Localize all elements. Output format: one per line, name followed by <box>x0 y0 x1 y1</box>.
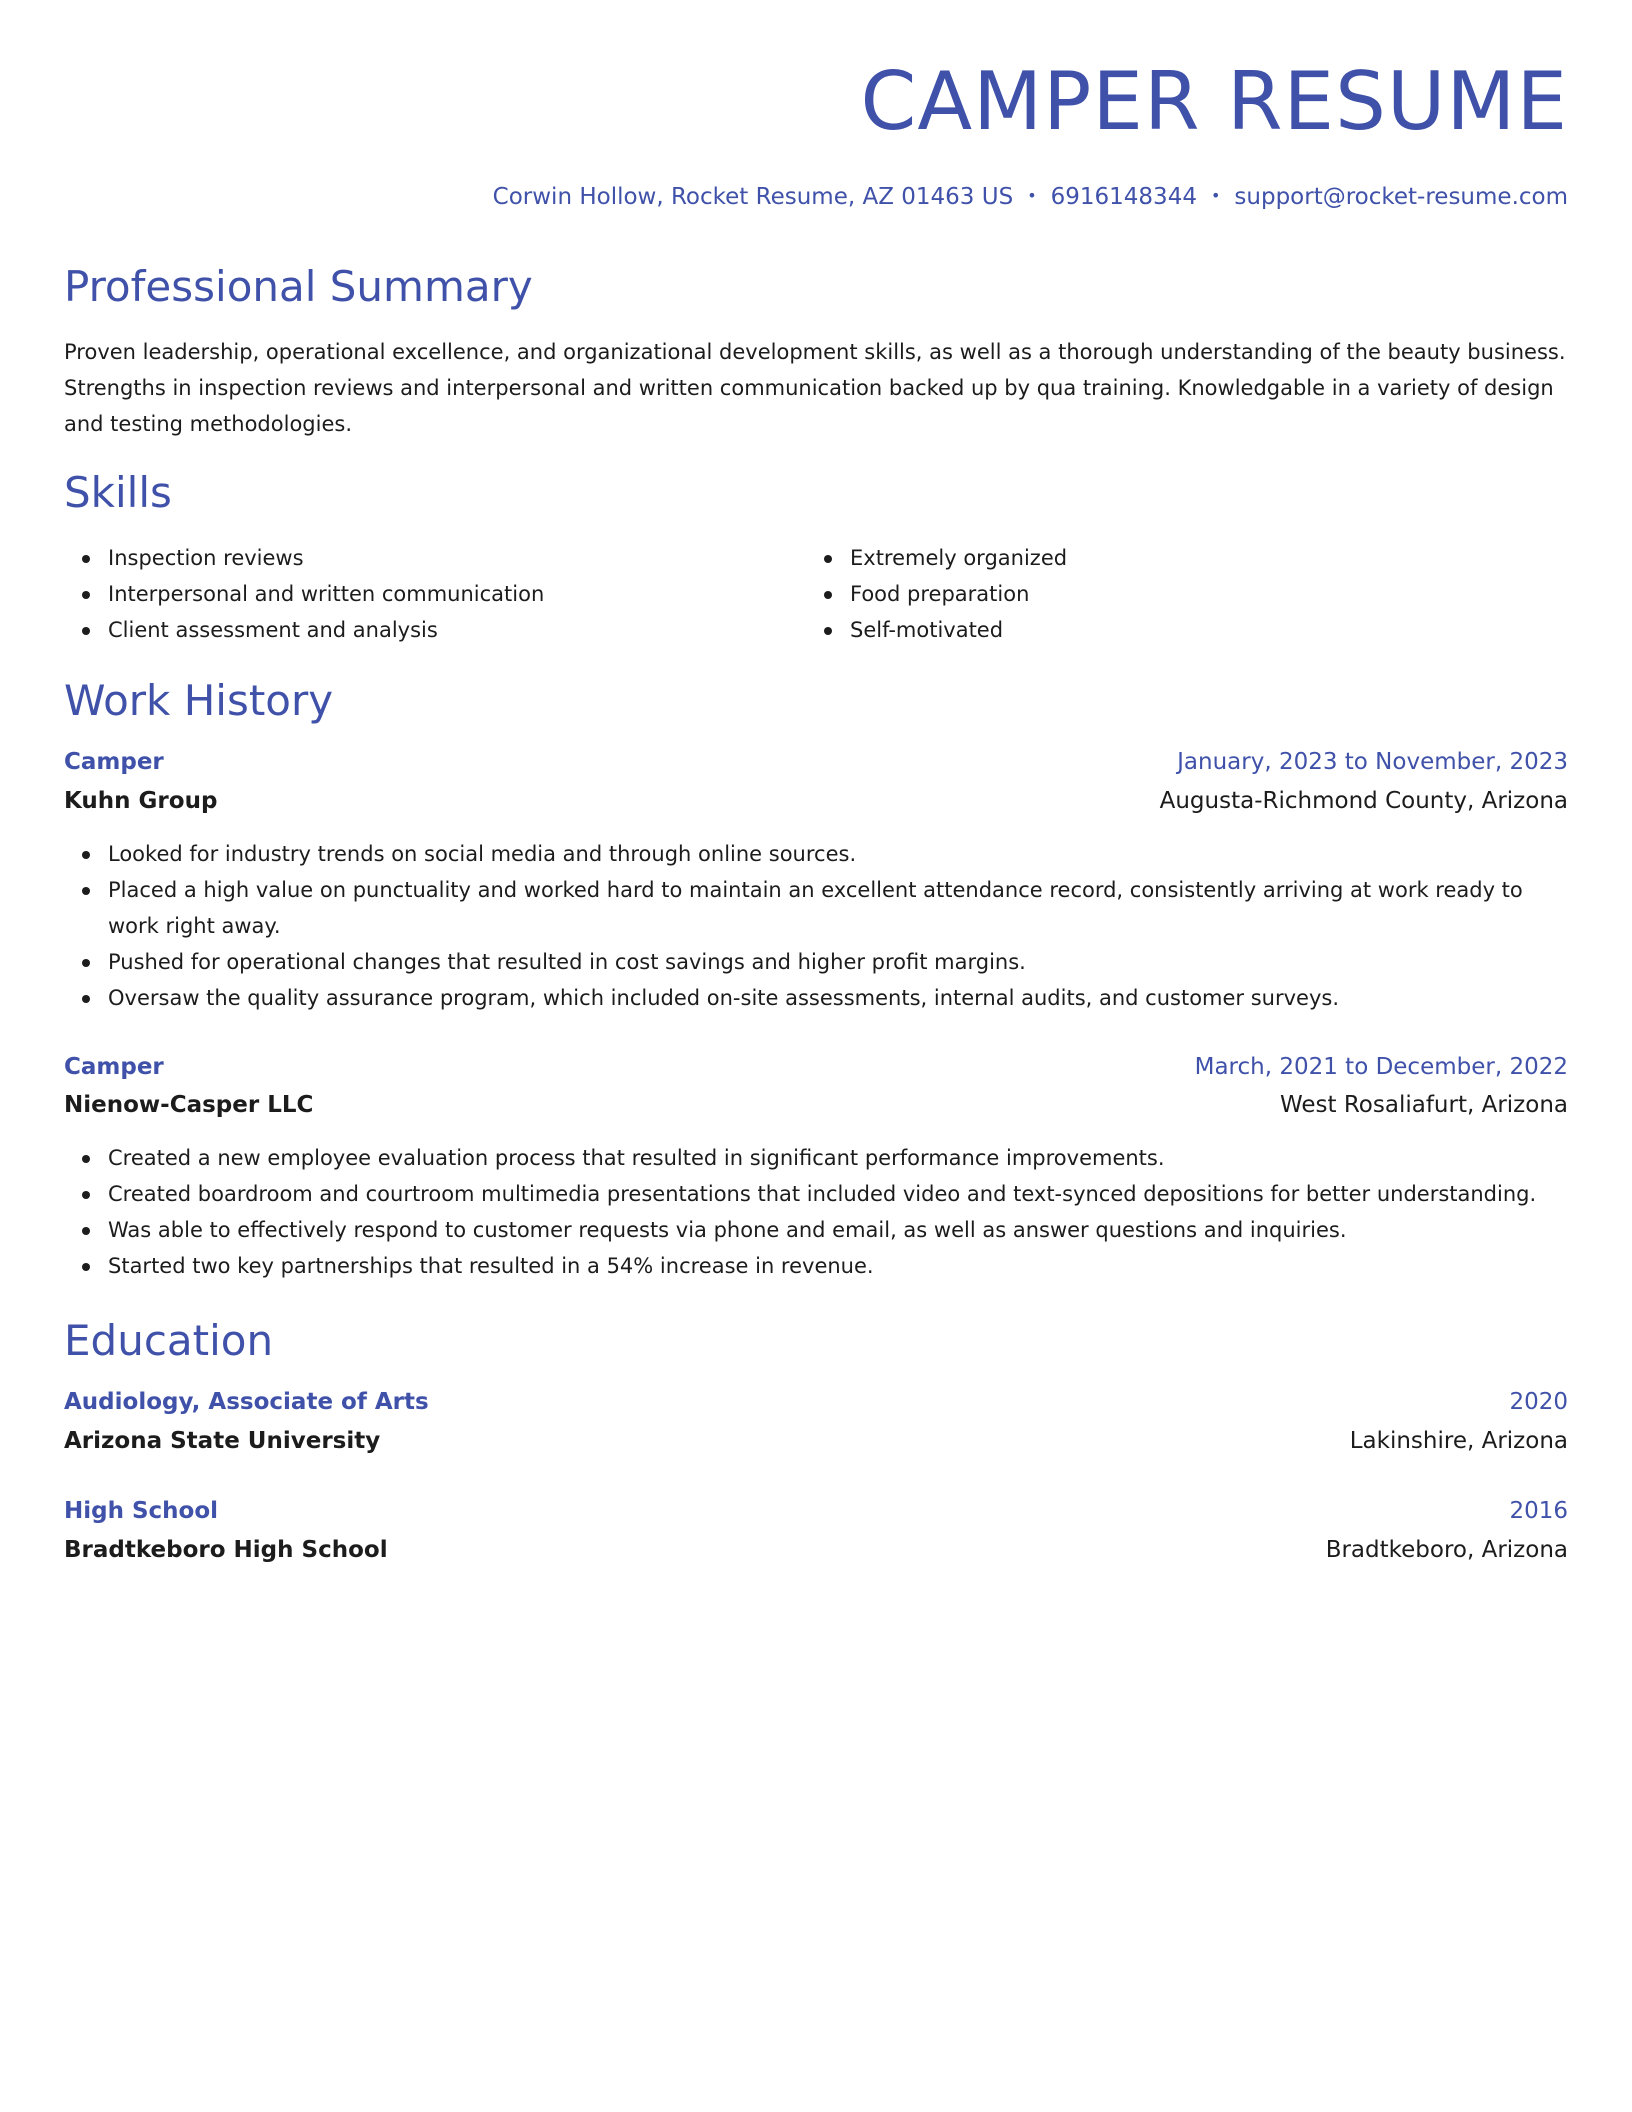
education-school-row <box>64 1424 1568 1458</box>
job-location: Augusta-Richmond County, Arizona <box>1159 788 1568 814</box>
job-dates: March, 2021 to December, 2022 <box>1194 1054 1568 1080</box>
education-location: Bradtkeboro, Arizona <box>1325 1537 1568 1563</box>
section-title-summary: Professional Summary <box>64 262 533 311</box>
job-bullet: Pushed for operational changes that resulted in cost savings and higher profit margins. <box>108 944 1568 980</box>
education-school: Arizona State University <box>64 1428 381 1454</box>
job-role: Camper <box>64 1054 164 1080</box>
education-header-row <box>64 1385 1568 1419</box>
job-bullet: Created a new employee evaluation process that resulted in significant performance improvements. <box>108 1140 1568 1176</box>
job-company: Kuhn Group <box>64 788 218 814</box>
job-bullet: Looked for industry trends on social media and through online sources. <box>108 836 1568 872</box>
skill-item: Food preparation <box>850 576 1548 612</box>
education-school-row <box>64 1533 1568 1567</box>
job-bullet: Oversaw the quality assurance program, which included on-site assessments, internal audits, and customer surveys. <box>108 980 1568 1016</box>
section-title-skills: Skills <box>64 468 172 517</box>
section-title-work-history: Work History <box>64 676 334 725</box>
job-header-row <box>64 745 1568 779</box>
contact-address: Corwin Hollow, Rocket Resume, AZ 01463 US <box>492 184 1014 210</box>
education-year: 2016 <box>1509 1498 1568 1524</box>
job-bullet: Started two key partnerships that resulted in a 54% increase in revenue. <box>108 1248 1568 1284</box>
job-company: Nienow-Casper LLC <box>64 1092 314 1118</box>
job-company-row <box>64 784 1568 818</box>
skill-item: Extremely organized <box>850 540 1548 576</box>
skills-column-right <box>806 540 1548 648</box>
skills-column-left <box>64 540 806 648</box>
contact-separator: • <box>1027 185 1037 205</box>
skill-item: Self-motivated <box>850 612 1548 648</box>
education-year: 2020 <box>1509 1389 1568 1415</box>
skill-item: Interpersonal and written communication <box>108 576 806 612</box>
job-dates: January, 2023 to November, 2023 <box>1177 749 1568 775</box>
education-header-row <box>64 1494 1568 1528</box>
education-location: Lakinshire, Arizona <box>1349 1428 1568 1454</box>
job-bullet: Created boardroom and courtroom multimedia presentations that included video and text-synced depositions for better understanding. <box>108 1176 1568 1212</box>
skill-item: Inspection reviews <box>108 540 806 576</box>
job-bullets <box>64 836 1568 1016</box>
resume-title: CAMPER RESUME <box>860 55 1568 148</box>
education-degree: Audiology, Associate of Arts <box>64 1389 429 1415</box>
education-degree: High School <box>64 1498 219 1524</box>
job-bullets <box>64 1140 1568 1284</box>
contact-email[interactable]: support@rocket-resume.com <box>1234 184 1568 210</box>
contact-line <box>493 180 1568 215</box>
job-header-row <box>64 1050 1568 1084</box>
contact-separator: • <box>1210 185 1221 205</box>
education-school: Bradtkeboro High School <box>64 1537 388 1563</box>
skill-item: Client assessment and analysis <box>108 612 806 648</box>
job-location: West Rosaliafurt, Arizona <box>1280 1092 1568 1118</box>
job-bullet: Placed a high value on punctuality and worked hard to maintain an excellent attendance record, consistently arriving at work ready to work right away. <box>108 872 1568 944</box>
contact-phone: 6916148344 <box>1050 184 1197 210</box>
section-title-education: Education <box>64 1316 274 1365</box>
skills-list <box>64 540 1568 648</box>
summary-text: Proven leadership, operational excellence, and organizational development skills, as well as a thorough understanding of the beauty business. Strengths in inspection reviews and interpersonal and written communication backed up by qua training. Knowledgable in a variety of design and testing methodologies. <box>64 340 1566 436</box>
job-role: Camper <box>64 749 164 775</box>
job-bullet: Was able to effectively respond to customer requests via phone and email, as well as answer questions and inquiries. <box>108 1212 1568 1248</box>
job-company-row <box>64 1088 1568 1122</box>
